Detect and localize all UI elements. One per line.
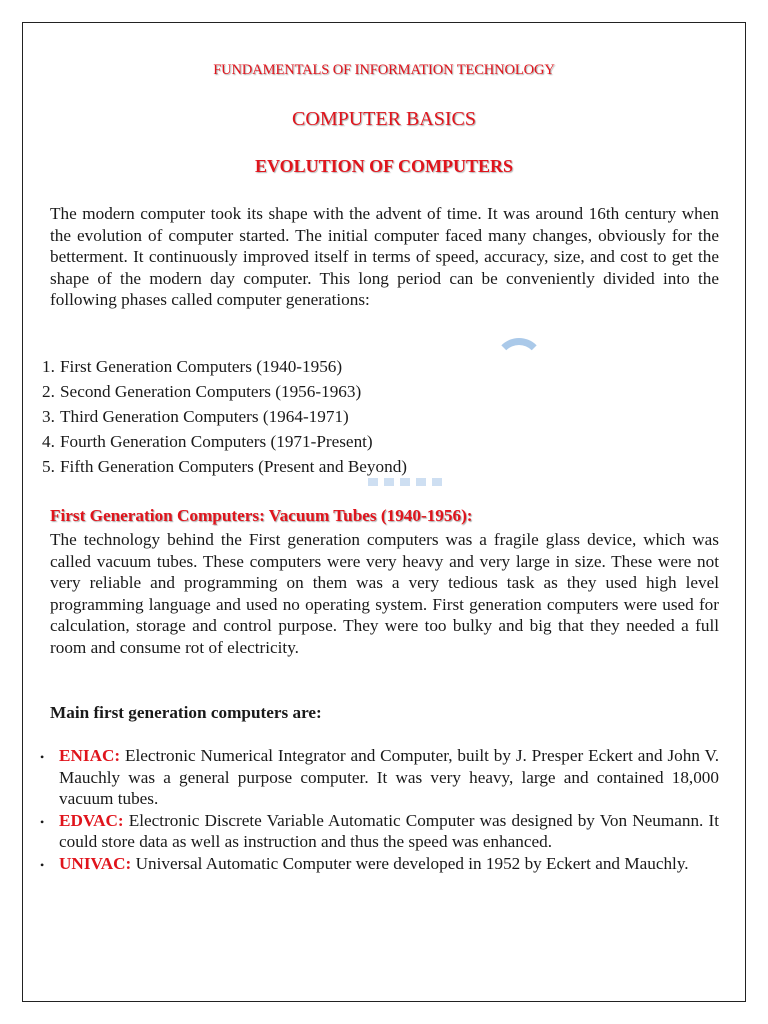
list-number: 4. — [42, 432, 55, 451]
list-text — [59, 810, 719, 853]
computer-name: ENIAC: — [59, 746, 121, 765]
computer-description: Electronic Discrete Variable Automatic Computer was designed by Von Neumann. It could store data as well as instruction and thus the speed was enhanced. — [59, 810, 719, 852]
list-item — [42, 429, 407, 454]
list-item — [42, 404, 407, 429]
list-number: 2. — [42, 382, 55, 401]
watermark-logo-text — [368, 478, 448, 486]
document-header: FUNDAMENTALS OF INFORMATION TECHNOLOGY — [213, 62, 555, 78]
list-text: Second Generation Computers (1956-1963) — [60, 382, 362, 401]
bullet-icon: • — [40, 814, 45, 829]
computer-description: Universal Automatic Computer were developed in 1952 by Eckert and Mauchly. — [131, 853, 689, 873]
generations-list — [42, 354, 407, 479]
page-title: COMPUTER BASICS — [292, 108, 476, 130]
first-generation-paragraph: The technology behind the First generation computers was a fragile glass device, which was called vacuum tubes. These computers were very heavy and very large in size. These were not very reliable and programming on them was a very tedious task as they used high level programming language and used no operating system. First generation computers were used for calculation, storage and control purpose. They were too bulky and big that they needed a full room and consume rot of electricity. — [50, 530, 719, 657]
first-generation-heading: First Generation Computers: Vacuum Tubes (1940-1956): — [50, 506, 473, 525]
bullet-icon: • — [40, 750, 45, 764]
section-title: EVOLUTION OF COMPUTERS — [255, 156, 513, 176]
list-item — [42, 354, 407, 379]
list-text — [59, 745, 719, 810]
watermark-logo-arc — [494, 338, 544, 388]
computer-name: EDVAC: — [59, 810, 124, 830]
computer-name: UNIVAC: — [59, 853, 132, 873]
list-number: 1. — [42, 357, 55, 376]
computers-list — [40, 745, 719, 877]
list-item — [40, 853, 719, 877]
list-text: First Generation Computers (1940-1956) — [60, 357, 343, 376]
list-text: Fifth Generation Computers (Present and Beyond) — [60, 457, 408, 476]
bullet-icon: • — [40, 857, 45, 872]
list-text: Third Generation Computers (1964-1971) — [60, 407, 349, 426]
list-item — [42, 379, 407, 404]
list-item — [40, 810, 719, 853]
computer-description: Electronic Numerical Integrator and Computer, built by J. Presper Eckert and John V. Mauchly was a general purpose computer. It was very heavy, large and contained 18,000 vacuum tubes. — [59, 746, 719, 809]
list-number: 3. — [42, 407, 55, 426]
list-text: Fourth Generation Computers (1971-Present) — [60, 432, 373, 451]
intro-paragraph: The modern computer took its shape with the advent of time. It was around 16th century when the evolution of computer started. The initial computer faced many changes, obviously for the betterment. It continuously improved itself in terms of speed, accuracy, size, and cost to get the shape of the modern day computer. This long period can be conveniently divided into the following phases called computer generations: — [50, 204, 719, 310]
list-item — [40, 745, 719, 810]
main-computers-heading: Main first generation computers are: — [50, 703, 322, 722]
list-number: 5. — [42, 457, 55, 476]
list-text — [59, 853, 719, 877]
list-item — [42, 454, 407, 479]
